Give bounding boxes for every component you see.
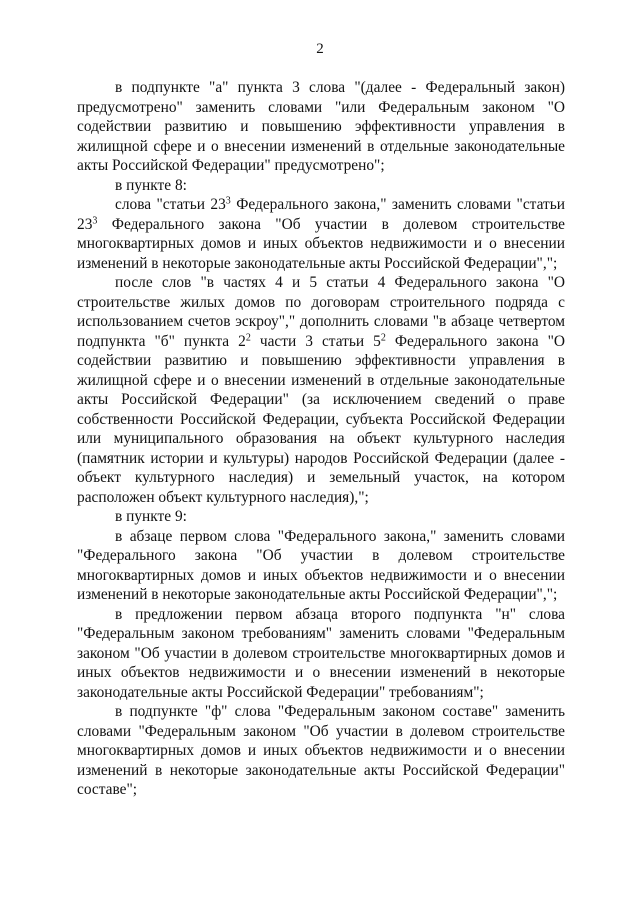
page-number: 2 [316,41,324,57]
paragraph-item-9-first-abzac: в абзаце первом слова "Федерального закона," заменить словами "Федерального закона "Об участии в долевом строительстве многоквартирных домов и иных объектов недвижимости и о внесении изменений в некоторые законодательные акты Российской Федерации","; [77,527,565,603]
paragraph-item-9-heading: в пункте 9: [115,508,187,525]
document-body [77,78,565,800]
paragraph-item-9-subpoint-n: в предложении первом абзаца второго подпункта "н" слова "Федеральным законом требованиям" заменить словами "Федеральным законом "Об участии в долевом строительстве многоквартирных домов и иных объектов недвижимости и о внесении изменений в некоторые законодательные акты Российской Федерации" требованиям"; [77,605,565,701]
paragraph-item-9-subpoint-f: в подпункте "ф" слова "Федеральным законом составе" заменить словами "Федеральным законом "Об участии в долевом строительстве многоквартирных домов и иных объектов недвижимости и о внесении изменений в некоторые законодательные акты Российской Федерации" составе"; [77,703,565,798]
paragraph-item-8-parts-4-5: после слов "в частях 4 и 5 статьи 4 Федерального закона "О строительстве жилых домов по договорам строительного подряда с использованием счетов эскроу"," дополнить словами "в абзаце четвертом подпункта "б" пункта $2^2$ части 3 статьи $5^2$ Федерального закона "О содействии развитию и повышению эффективности управления в жилищной сфере и о внесении изменений в отдельные законодательные акты Российской Федерации" (за исключением сведений о праве собственности Российской Федерации, субъекта Российской Федерации или муниципального образования на объект культурного наследия (памятник истории и культуры) народов Российской Федерации (далее - объект культурного наследия) и земельный участок, на котором расположен объект культурного наследия),"; [77,274,566,506]
paragraph-item-8-article-23-3: слова "статьи $23^3$ Федерального закона," заменить словами "статьи $23^3$ Федерального закона "Об участии в долевом строительстве многоквартирных домов и иных объектов недвижимости и о внесении изменений в некоторые законодательные акты Российской Федерации","; [77,195,565,272]
paragraph-subpoint-a-item-3: в подпункте "а" пункта 3 слова "(далее - Федеральный закон) предусмотрено" заменить словами "или Федеральным законом "О содействии развитию и повышению эффективности управления в жилищной сфере и о внесении изменений в отдельные законодательные акты Российской Федерации" предусмотрено"; [77,79,565,174]
paragraph-item-8-heading: в пункте 8: [115,176,187,194]
